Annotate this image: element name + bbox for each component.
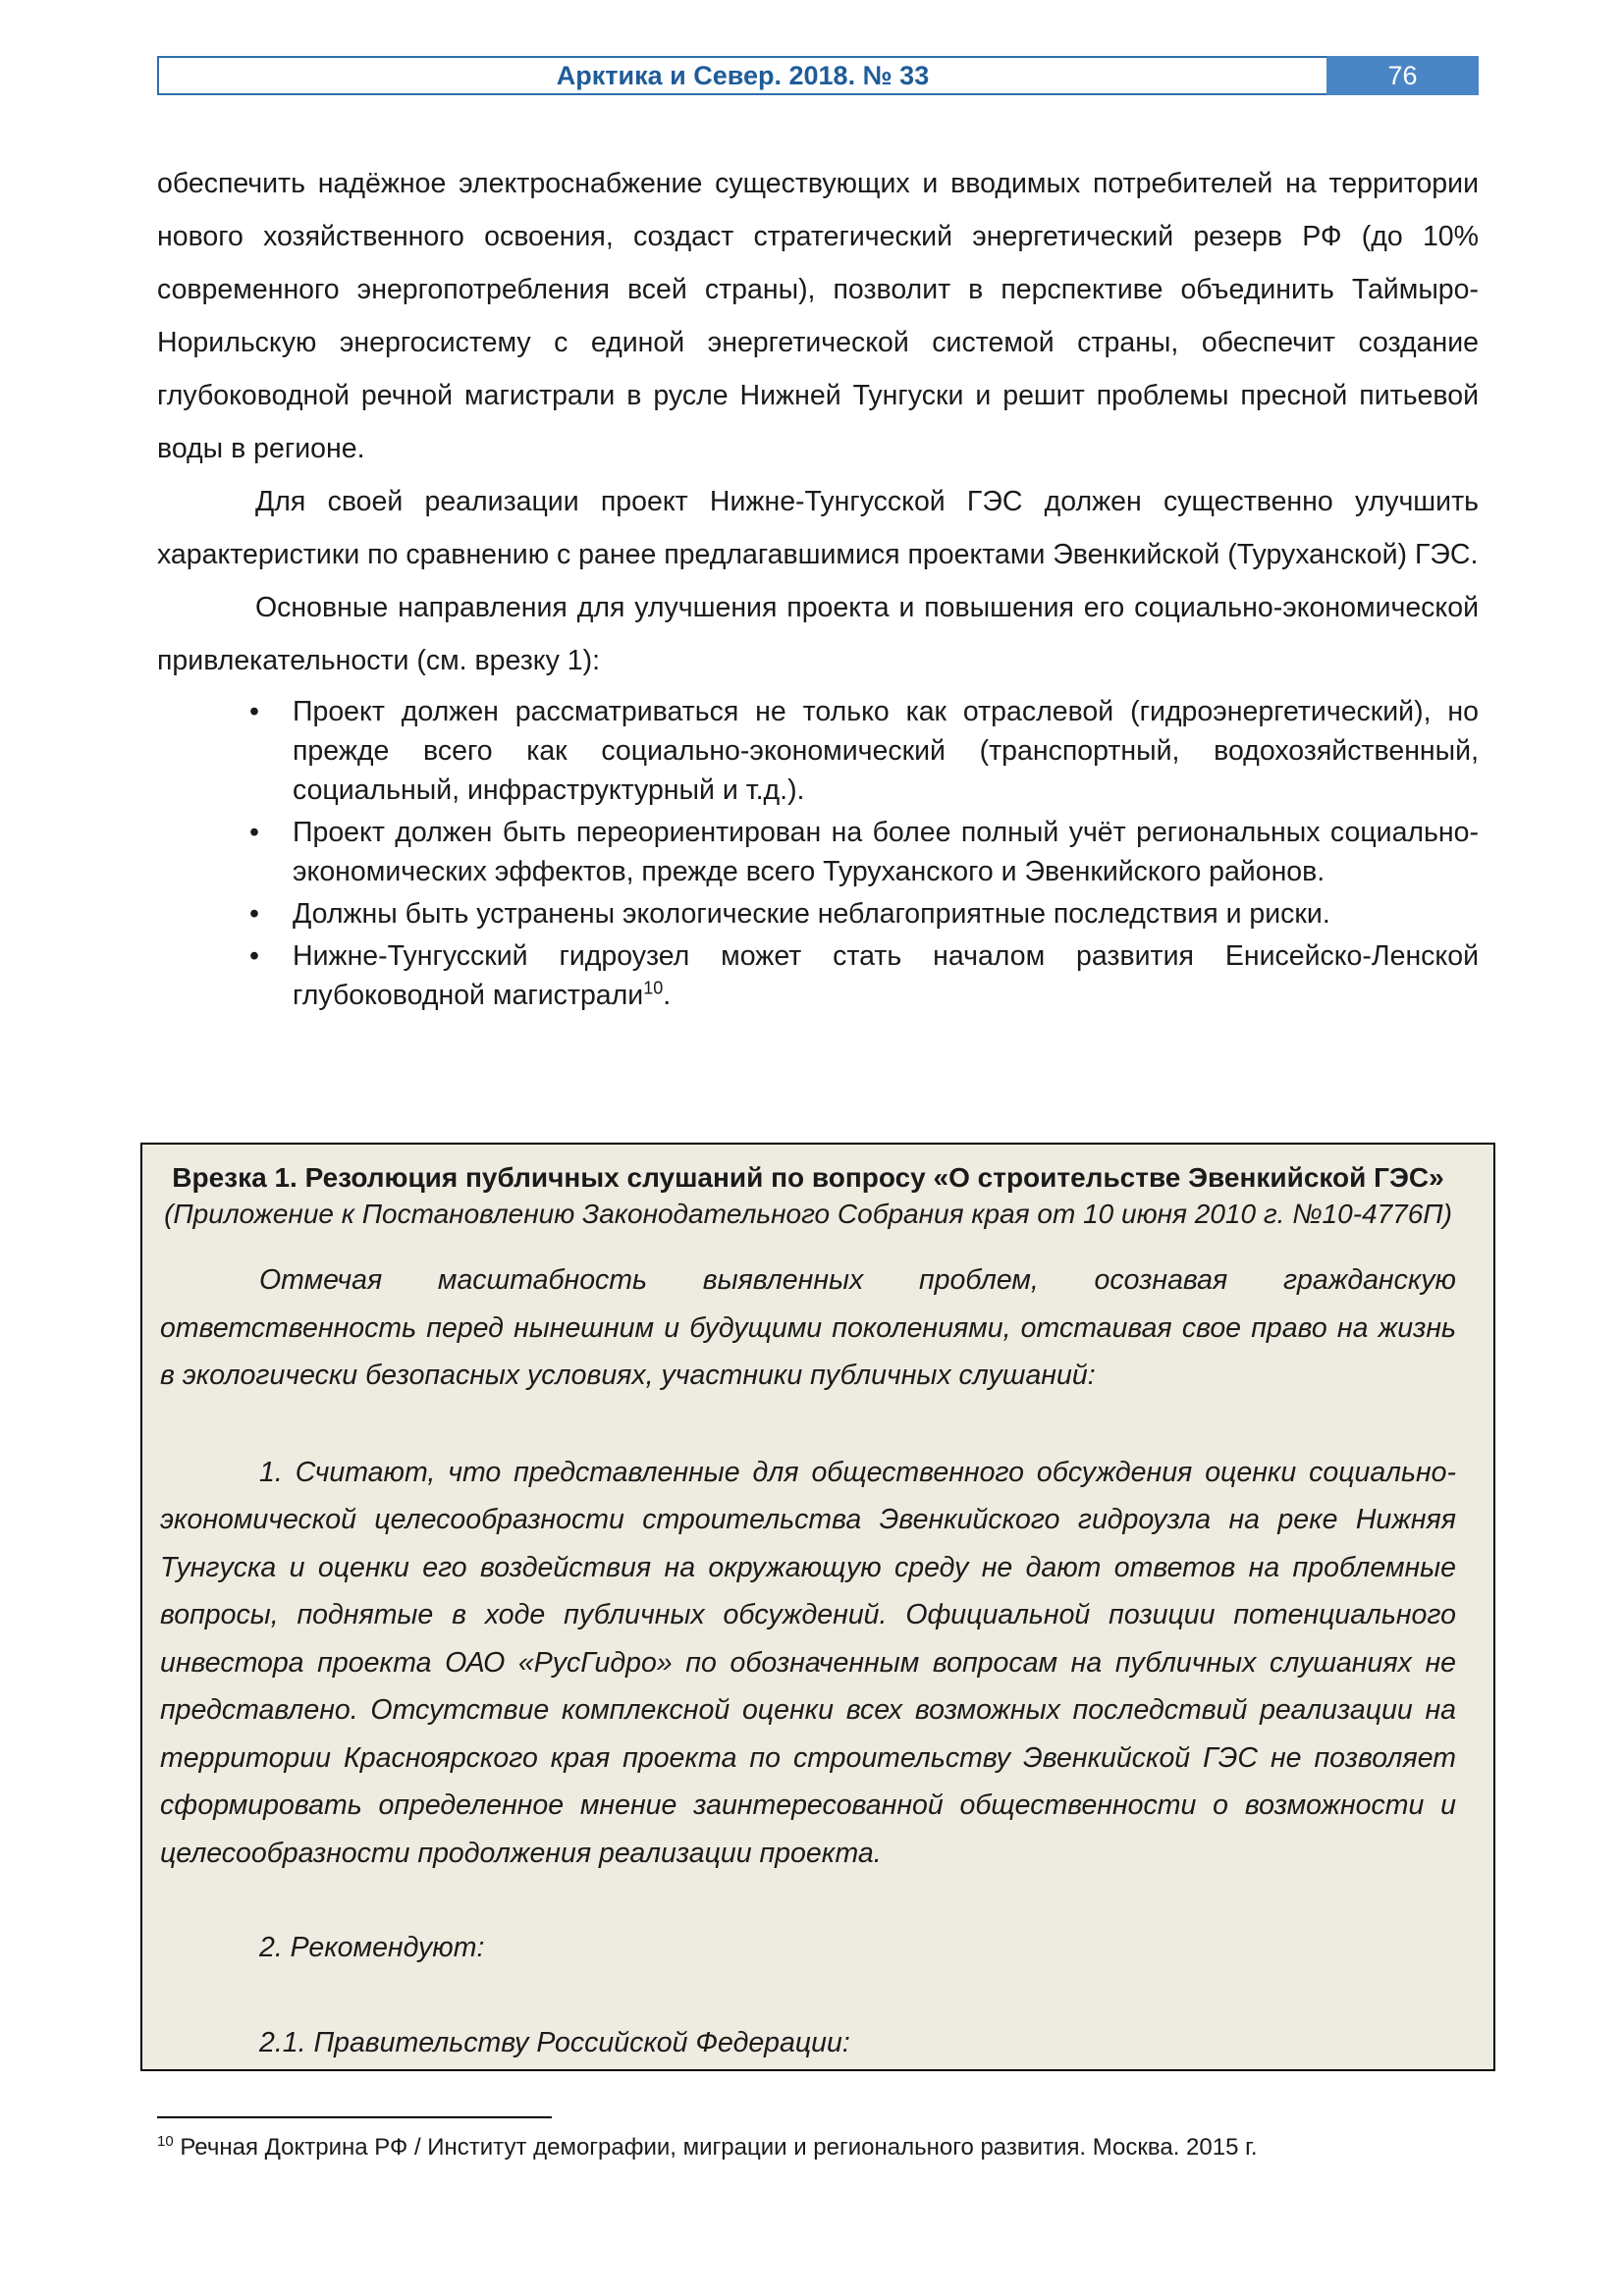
list-item [157,813,1479,891]
list-item-text: Проект должен рассматриваться не только как отраслевой (гидроэнергетический), но прежде всего как социально-экономический (транспортный, водохозяйственный, социальный, инфраструктурный и т.д.). [293,696,1479,806]
inset-subtitle: (Приложение к Постановлению Законодательного Собрания края от 10 июня 2010 г. №10-4776П) [164,1199,1452,1229]
list-item [157,692,1479,810]
list-item-tail: . [663,980,672,1011]
footnote-number: 10 [157,2133,174,2150]
paragraph-3: Основные направления для улучшения проекта и повышения его социально-экономической привлекательности (см. врезку 1): [157,592,1479,676]
bullet-icon: • [249,898,259,930]
body-text [157,157,1479,1018]
list-item [157,936,1479,1015]
list-item-text: Проект должен быть переориентирован на более полный учёт региональных социально-экономических эффектов, прежде всего Туруханского и Эвенкийского районов. [293,817,1479,887]
bullet-icon: • [249,696,259,727]
footnote-ref[interactable]: 10 [643,978,664,998]
inset-point-2-1: 2.1. Правительству Российской Федерации: [259,2026,850,2058]
list-item [157,894,1479,934]
inset-title: Врезка 1. Резолюция публичных слушаний по вопросу «О строительстве Эвенкийской ГЭС» [172,1162,1444,1193]
journal-title: Арктика и Север. 2018. № 33 [157,56,1326,95]
inset-box [140,1143,1495,2071]
bullet-icon: • [249,817,259,848]
paragraph-1: обеспечить надёжное электроснабжение существующих и вводимых потребителей на территории нового хозяйственного освоения, создаст стратегический энергетический резерв РФ (до 10% современного энергопотребления всей страны), позволит в перспективе объединить Таймыро-Норильскую энергосистему с единой энергетической системой страны, обеспечит создание глубоководной речной магистрали в русле Нижней Тунгуски и решит проблемы пресной питьевой воды в регионе. [157,168,1479,464]
inset-intro: Отмечая масштабность выявленных проблем, осознавая гражданскую ответственность перед нынешним и будущими поколениями, отстаивая свое право на жизнь в экологически безопасных условиях, участники публичных слушаний: [160,1264,1456,1391]
bullet-icon: • [249,940,259,972]
paragraph-2: Для своей реализации проект Нижне-Тунгусской ГЭС должен существенно улучшить характеристики по сравнению с ранее предлагавшимися проектами Эвенкийской (Туруханской) ГЭС. [157,486,1479,570]
running-header [157,56,1479,95]
page-number: 76 [1326,56,1479,95]
footnote [157,2132,1479,2163]
footnote-text: Речная Доктрина РФ / Институт демографии, миграции и регионального развития. Москва. 2015 г. [173,2134,1258,2161]
footnote-divider [157,2116,552,2118]
inset-point-2: 2. Рекомендуют: [259,1932,485,1963]
list-item-text: Нижне-Тунгусский гидроузел может стать началом развития Енисейско-Ленской глубоководной магистрали [293,940,1479,1011]
bullet-list [157,692,1479,1015]
list-item-text: Должны быть устранены экологические неблагоприятные последствия и риски. [293,898,1330,930]
inset-point-1: 1. Считают, что представленные для общественного обсуждения оценки социально-экономической целесообразности строительства Эвенкийского гидроузла на реке Нижняя Тунгуска и оценки его воздействия на окружающую среду не дают ответов на проблемные вопросы, поднятые в ходе публичных обсуждений. Официальной позиции потенциального инвестора проекта ОАО «РусГидро» по обозначенным вопросам на публичных слушаниях не представлено. Отсутствие комплексной оценки всех возможных последствий реализации на территории Красноярского края проекта по строительству Эвенкийской ГЭС не позволяет сформировать определенное мнение заинтересованной общественности о возможности и целесообразности продолжения реализации проекта. [160,1456,1456,1869]
